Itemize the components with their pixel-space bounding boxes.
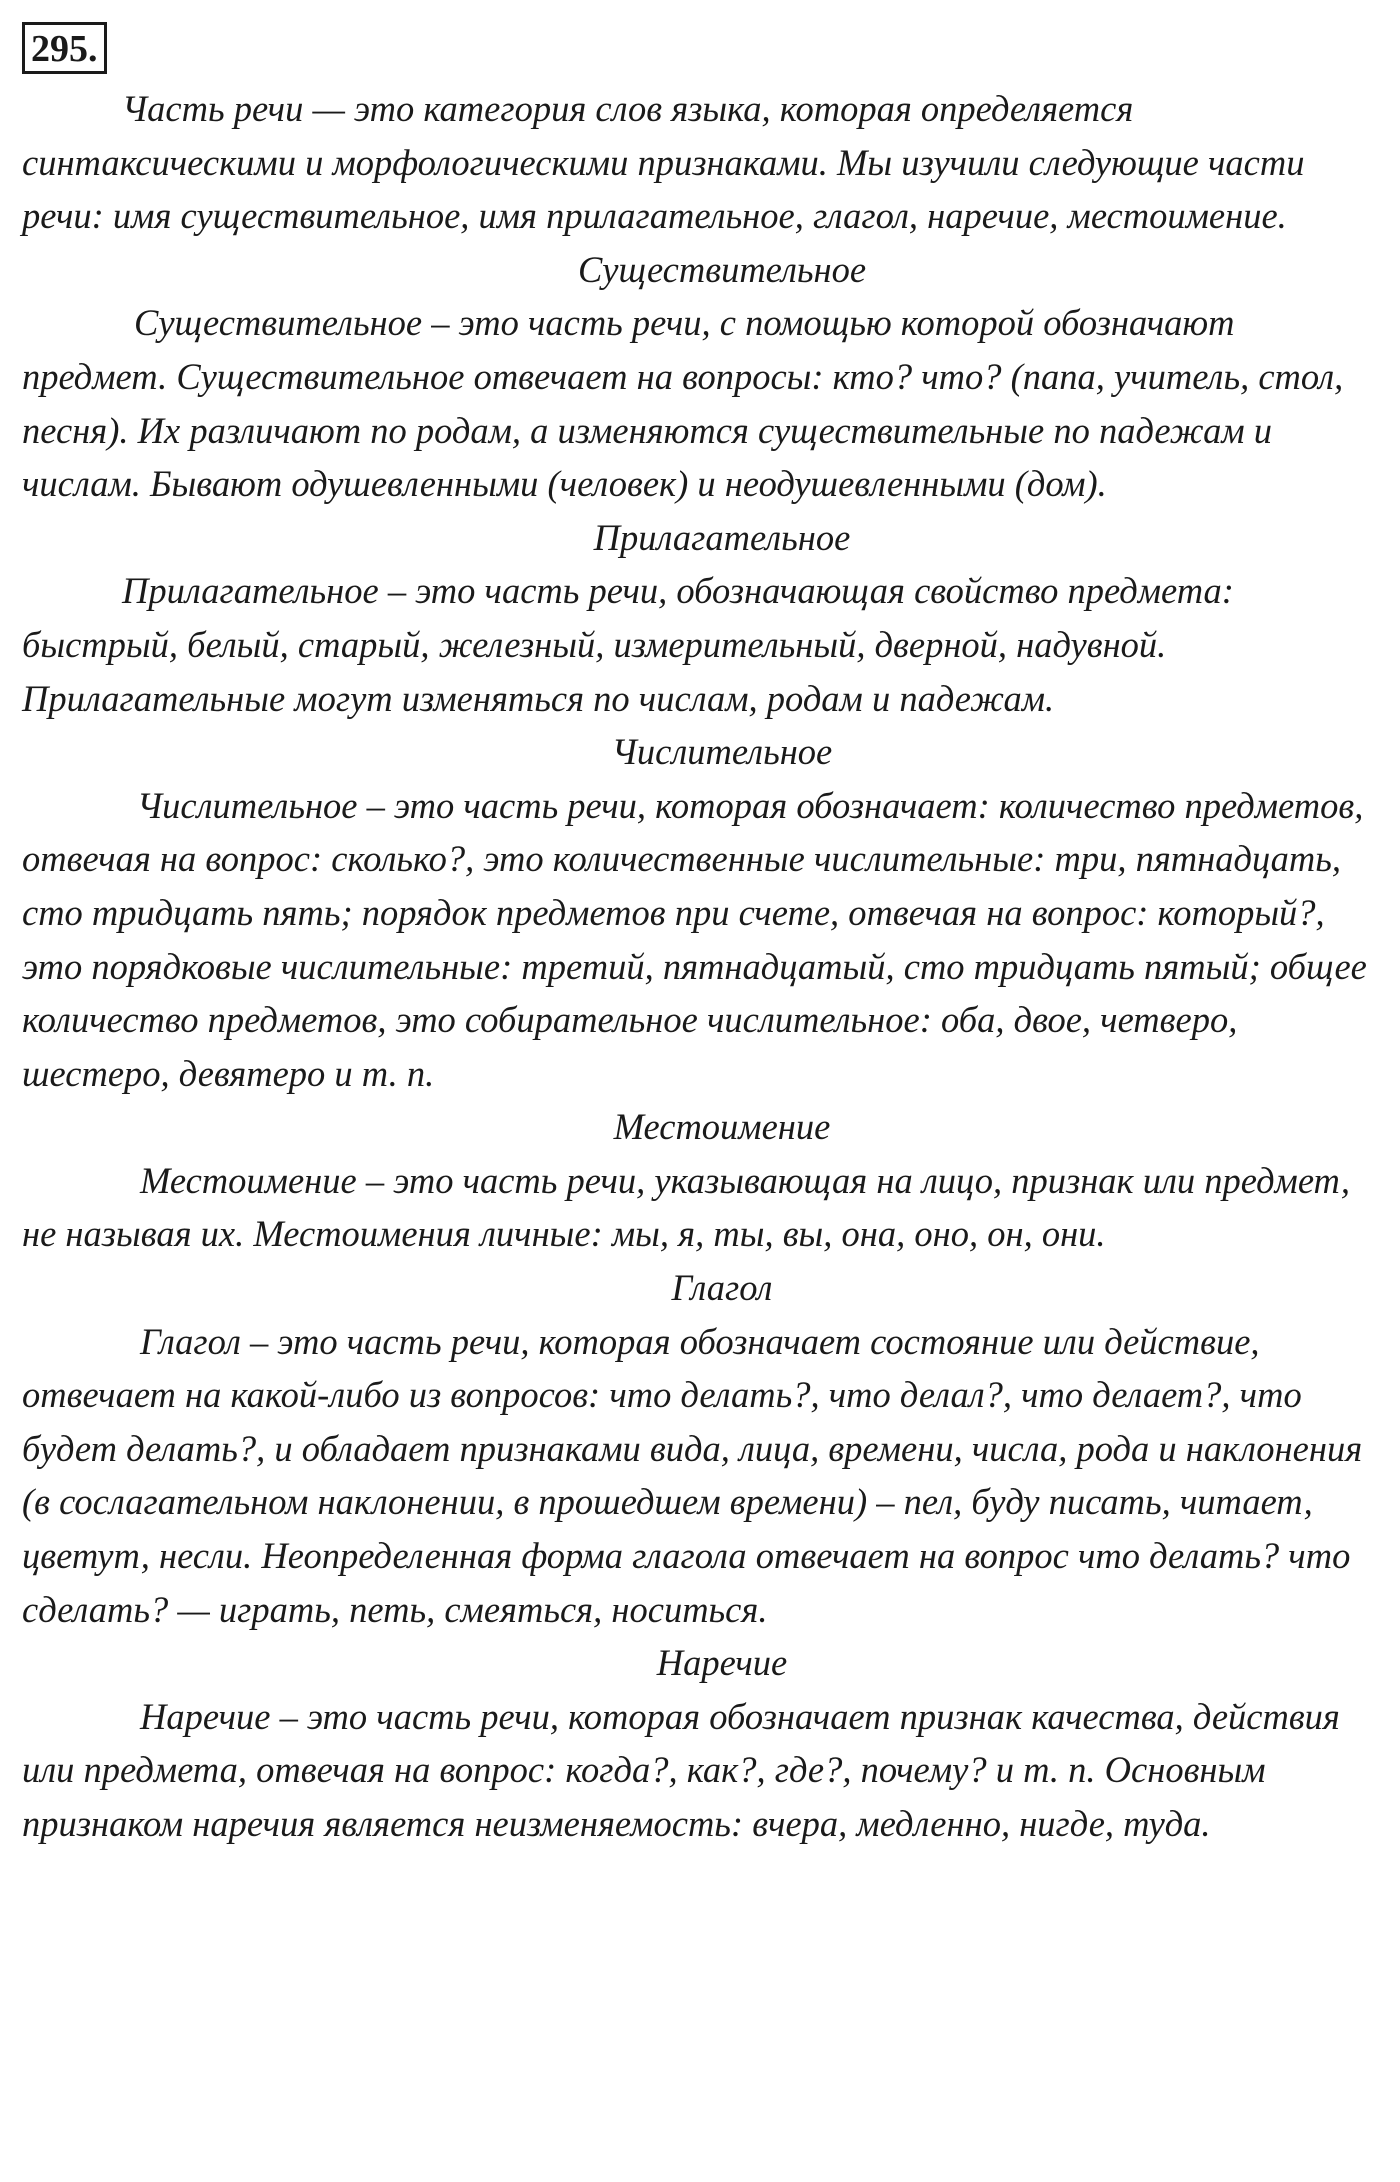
document-text	[22, 82, 1382, 1851]
section-heading-verb: Глагол	[671, 1267, 773, 1309]
section-body-verb: Глагол – это часть речи, которая обозначает состояние или действие, отвечает на какой-либо из вопросов: что делать?, что делал?, что делает?, что будет делать?, и обладает признаками вида, лица, времени, числа, рода и наклонения (в сослагательном наклонении, в прошедшем времени) – пел, буду писать, читает, цветут, несли. Неопределенная форма глагола отвечает на вопрос что делать? что сделать? — играть, петь, смеяться, носиться.	[22, 1320, 1363, 1630]
section-body-pronoun: Местоимение – это часть речи, указывающая на лицо, признак или предмет, не называя их. Местоимения личные: мы, я, ты, вы, она, оно, он, они.	[22, 1159, 1350, 1255]
document-page	[22, 22, 1382, 1851]
section-body-numeral: Числительное – это часть речи, которая обозначает: количество предметов, отвечая на вопрос: сколько?, это количественные числительные: три, пятнадцать, сто тридцать пять; порядок предметов при счете, отвечая на вопрос: который?, это порядковые числительные: третий, пятнадцатый, сто тридцать пятый; общее количество предметов, это собирательное числительное: оба, двое, четверо, шестеро, девятеро и т. п.	[22, 784, 1367, 1094]
section-body-noun: Существительное – это часть речи, с помощью которой обозначают предмет. Существительное отвечает на вопросы: кто? что? (папа, учитель, стол, песня). Их различают по родам, а изменяются существительные по падежам и числам. Бывают одушевленными (человек) и неодушевленными (дом).	[22, 302, 1344, 505]
section-body-adjective: Прилагательное – это часть речи, обозначающая свойство предмета: быстрый, белый, старый, железный, измерительный, дверной, надувной. Прилагательные могут изменяться по числам, родам и падежам.	[22, 570, 1234, 719]
section-heading-adjective: Прилагательное	[593, 516, 851, 558]
section-heading-numeral: Числительное	[611, 731, 833, 773]
intro-paragraph: Часть речи — это категория слов языка, которая определяется синтаксическими и морфологическими признаками. Мы изучили следующие части речи: имя существительное, имя прилагательное, глагол, наречие, местоимение.	[22, 88, 1305, 237]
section-heading-pronoun: Местоимение	[613, 1106, 831, 1148]
section-body-adverb: Наречие – это часть речи, которая обозначает признак качества, действия или предмета, отвечая на вопрос: когда?, как?, где?, почему? и т. п. Основным признаком наречия является неизменяемость: вчера, медленно, нигде, туда.	[22, 1695, 1340, 1844]
section-heading-noun: Существительное	[577, 248, 867, 290]
section-heading-adverb: Наречие	[656, 1642, 788, 1684]
exercise-number: 295.	[22, 22, 107, 74]
